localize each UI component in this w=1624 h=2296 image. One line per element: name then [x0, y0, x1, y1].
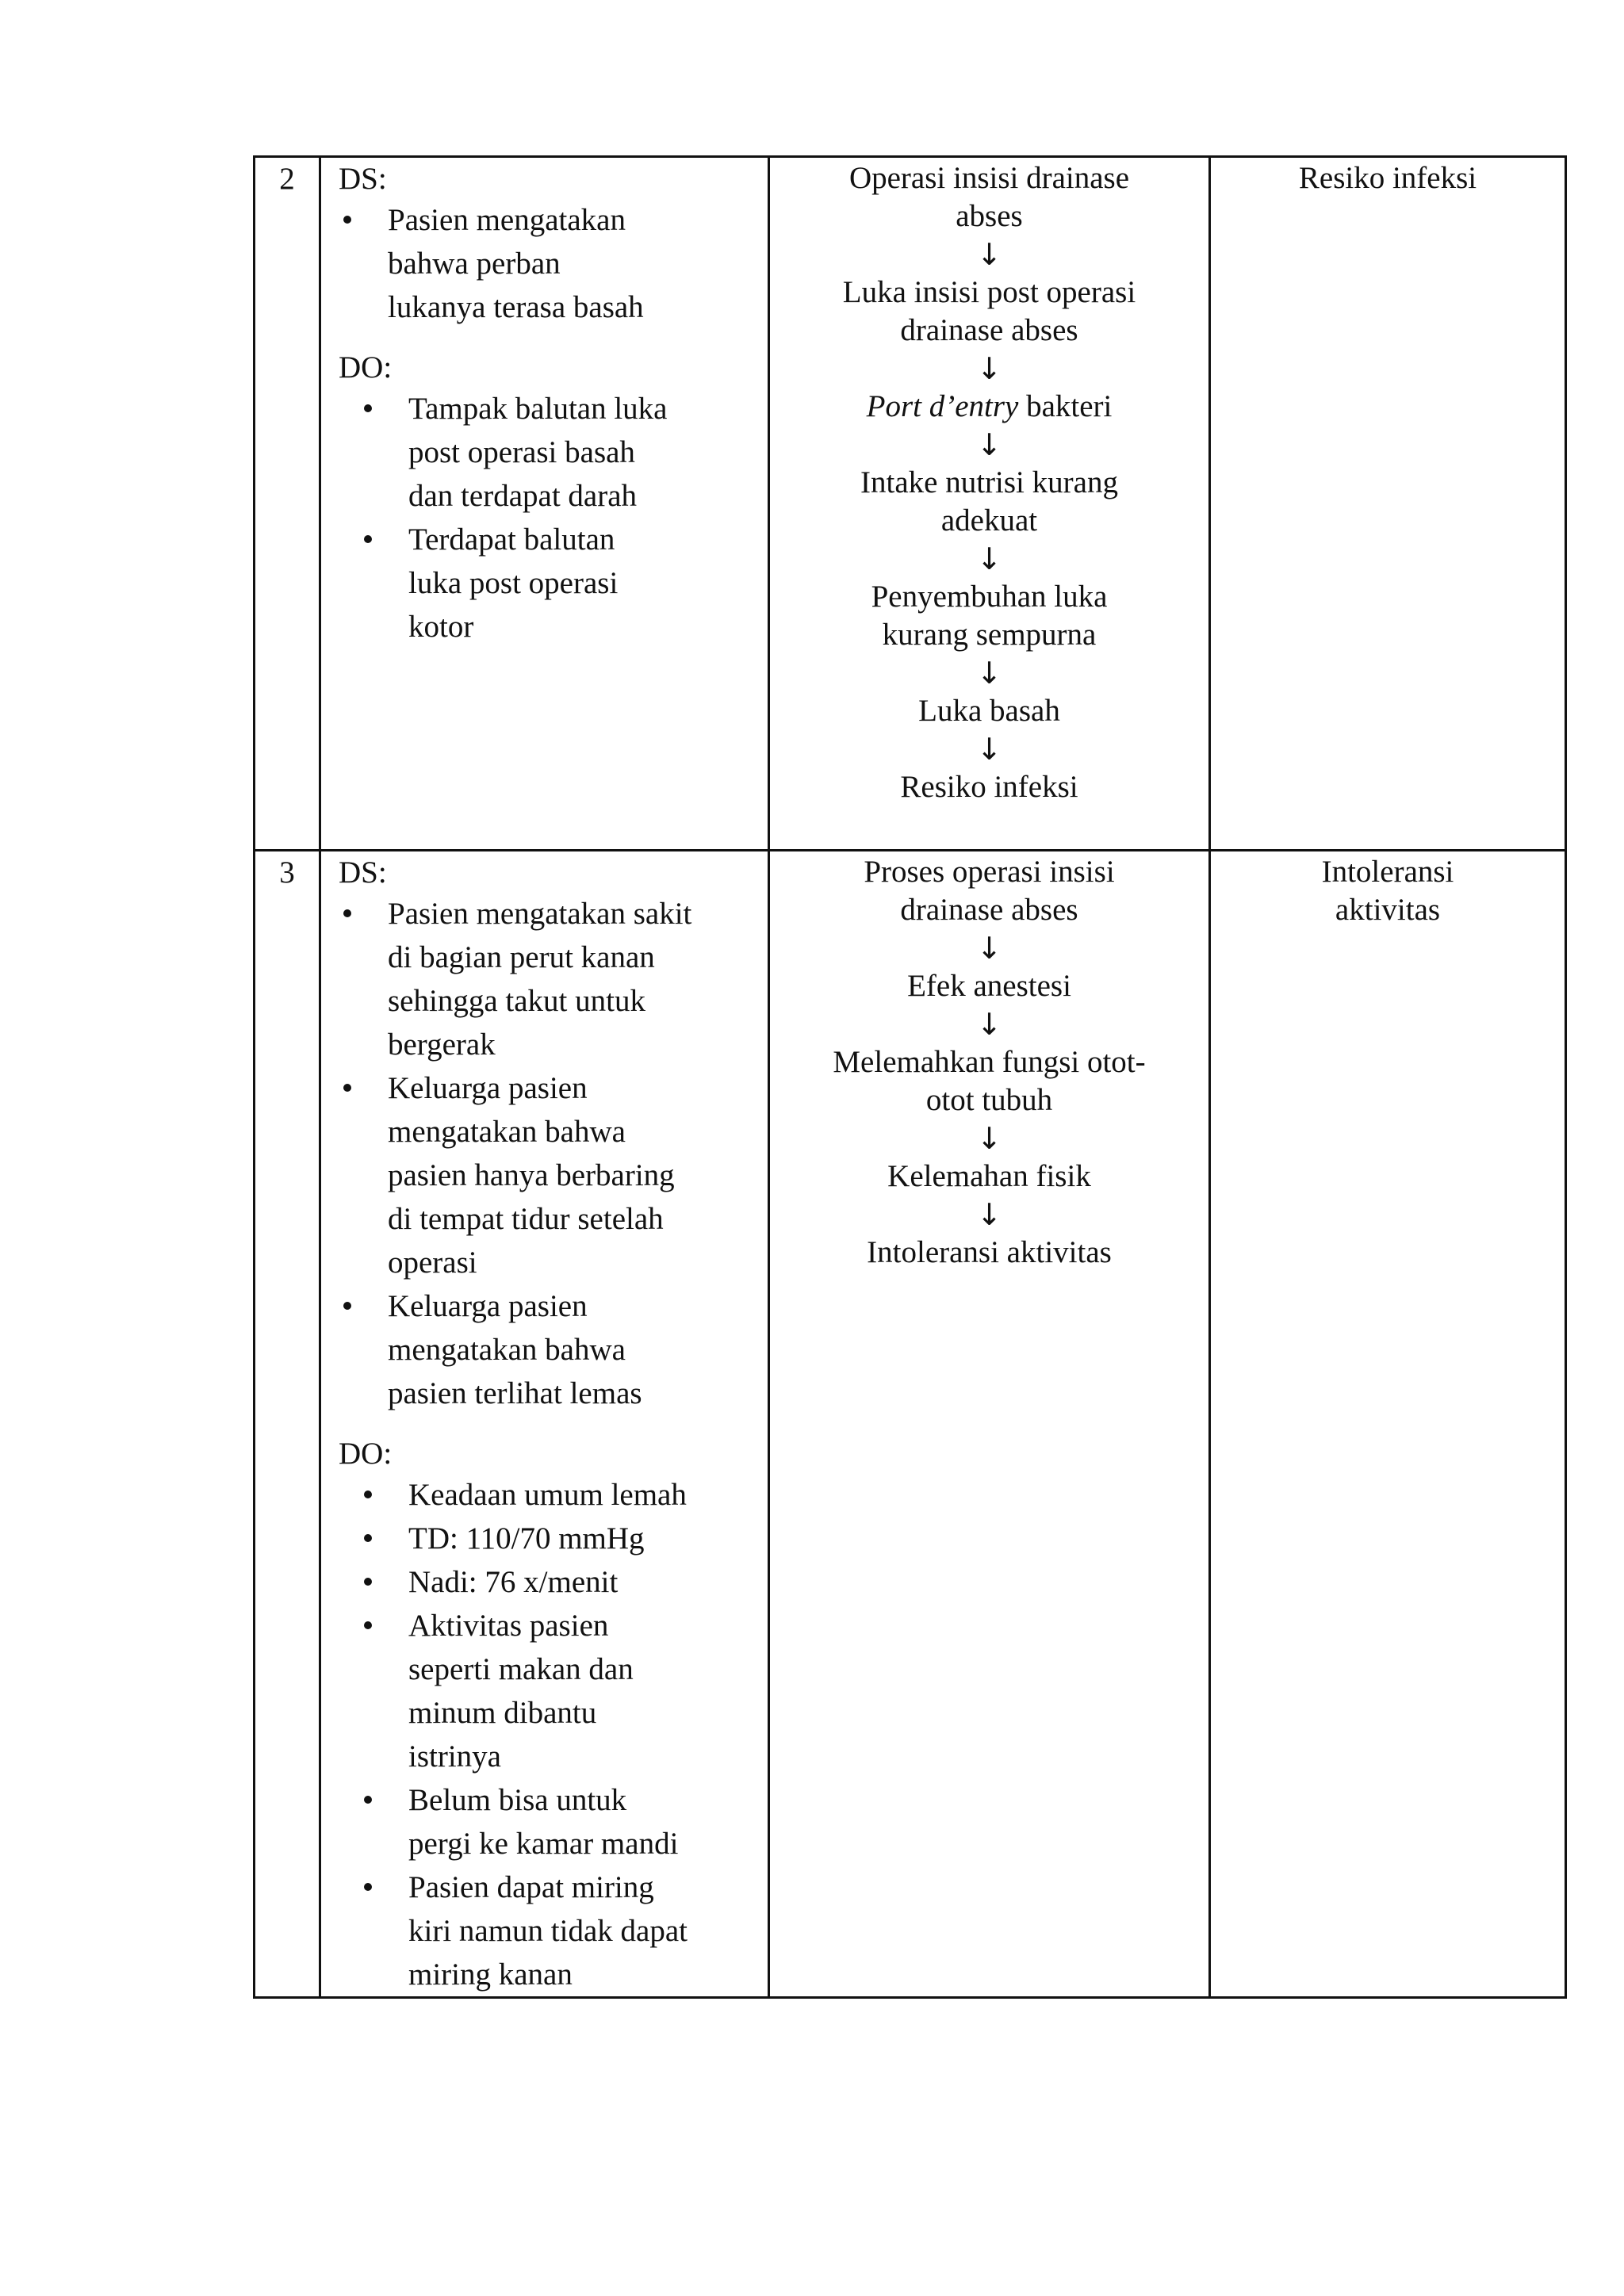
masalah-text-line: Resiko infeksi [1298, 161, 1477, 195]
etiologi-step [789, 692, 1189, 730]
arrow-down-icon: ↓ [976, 1007, 1002, 1042]
item-text-line: bergerak [388, 1027, 496, 1062]
item-text-line: Keluarga pasien [388, 1288, 588, 1323]
item-text-line: lukanya terasa basah [388, 289, 644, 324]
item-text-line: kiri namun tidak dapat [408, 1913, 688, 1948]
item-text-line: Aktivitas pasien [408, 1608, 609, 1643]
item-text-line: minum dibantu [408, 1695, 597, 1730]
bullet-icon [364, 535, 372, 543]
masalah-text-line: Intoleransi [1321, 855, 1454, 889]
bullet-icon [364, 1534, 372, 1542]
row-number: 2 [279, 162, 295, 196]
bullet-icon [364, 1621, 372, 1629]
bullet-icon [343, 216, 351, 224]
etiologi-cell [769, 157, 1210, 851]
ds-label: DS: [339, 162, 387, 196]
item-text-line: bahwa perban [388, 246, 561, 281]
item-text-line: luka post operasi [408, 565, 619, 600]
diagnosis-table [253, 155, 1567, 1999]
step-text-line: kurang sempurna [882, 618, 1097, 652]
etiologi-step [789, 1234, 1189, 1272]
list-item [339, 518, 753, 649]
item-text-line: Pasien mengatakan sakit [388, 896, 692, 931]
arrow-down-icon: ↓ [976, 427, 1002, 462]
bullet-icon [364, 404, 372, 412]
etiologi-step [789, 1158, 1189, 1196]
masalah-cell [1210, 851, 1566, 1998]
step-text-line: Intoleransi aktivitas [867, 1235, 1112, 1269]
step-text-line: Intake nutrisi kurang [860, 465, 1118, 499]
bullet-icon [343, 1302, 351, 1310]
list-item [339, 1284, 753, 1415]
step-text: bakteri [1018, 389, 1113, 423]
etiologi-step [789, 464, 1189, 540]
arrow-down-icon: ↓ [976, 931, 1002, 966]
arrow-down-icon: ↓ [976, 732, 1002, 767]
do-label: DO: [339, 350, 393, 385]
list-item [339, 198, 753, 329]
masalah-cell [1210, 157, 1566, 851]
table-row-3 [255, 851, 1566, 1998]
arrow-down-icon: ↓ [976, 351, 1002, 386]
step-italic-text: Port d’entry [866, 389, 1019, 423]
etiologi-step [789, 159, 1189, 235]
table-row-2 [255, 157, 1566, 851]
step-text-line: drainase abses [900, 313, 1078, 347]
step-text-line: Luka insisi post operasi [842, 275, 1136, 309]
item-text-line: sehingga takut untuk [388, 983, 645, 1018]
etiologi-step [789, 967, 1189, 1005]
etiologi-step [789, 1043, 1189, 1119]
list-item [339, 1778, 753, 1866]
item-text-line: kotor [408, 609, 474, 644]
item-text-line: post operasi basah [408, 434, 635, 469]
item-text-line: di bagian perut kanan [388, 939, 655, 974]
bullet-icon [364, 1796, 372, 1804]
step-text-line: Penyembuhan luka [871, 580, 1108, 614]
list-item [339, 1473, 753, 1517]
item-text-line: Keadaan umum lemah [408, 1477, 687, 1512]
step-text-line: drainase abses [900, 893, 1078, 927]
row-number: 3 [279, 855, 295, 890]
arrow-down-icon: ↓ [976, 237, 1002, 272]
step-text-line: Efek anestesi [907, 969, 1071, 1003]
etiologi-step [789, 578, 1189, 654]
list-item [339, 892, 753, 1066]
arrow-down-icon: ↓ [976, 1121, 1002, 1156]
item-text-line: mengatakan bahwa [388, 1332, 626, 1367]
row-number-cell [255, 157, 320, 851]
step-text-line: adekuat [940, 503, 1038, 538]
arrow-down-icon: ↓ [976, 1197, 1002, 1232]
step-text-line [789, 388, 1189, 426]
item-text-line: pergi ke kamar mandi [408, 1826, 679, 1861]
item-text-line: istrinya [408, 1739, 501, 1774]
list-item [339, 1066, 753, 1284]
list-item [339, 1866, 753, 1996]
step-text-line: Proses operasi insisi [864, 855, 1115, 889]
list-item [339, 1560, 753, 1604]
item-text-line: pasien terlihat lemas [388, 1376, 642, 1410]
etiologi-step [789, 768, 1189, 806]
bullet-icon [343, 1084, 351, 1092]
list-item [339, 387, 753, 518]
item-text-line: di tempat tidur setelah [388, 1201, 664, 1236]
item-text-line: pasien hanya berbaring [388, 1158, 675, 1192]
row-number-cell [255, 851, 320, 1998]
etiologi-step [789, 388, 1189, 426]
item-text-line: Pasien mengatakan [388, 202, 626, 237]
step-text-line: abses [956, 199, 1023, 233]
bullet-list [339, 1473, 753, 1996]
data-cell [320, 851, 769, 1998]
item-text-line: Belum bisa untuk [408, 1782, 627, 1817]
item-text-line: Nadi: 76 x/menit [408, 1564, 619, 1599]
list-item [339, 1517, 753, 1560]
bullet-list [339, 387, 753, 649]
item-text-line: Tampak balutan luka [408, 391, 668, 426]
step-text-line: Operasi insisi drainase [848, 161, 1130, 195]
etiologi-step [789, 274, 1189, 350]
do-label: DO: [339, 1436, 393, 1471]
etiologi-cell [769, 851, 1210, 1998]
bullet-list [339, 892, 753, 1415]
step-text-line: otot tubuh [925, 1083, 1053, 1117]
ds-label: DS: [339, 855, 387, 890]
arrow-down-icon: ↓ [976, 541, 1002, 576]
bullet-list [339, 198, 753, 329]
step-text-line: Resiko infeksi [900, 770, 1078, 804]
masalah-text-line: aktivitas [1335, 893, 1441, 927]
item-text-line: seperti makan dan [408, 1651, 634, 1686]
bullet-icon [343, 909, 351, 917]
arrow-down-icon: ↓ [976, 656, 1002, 691]
item-text-line: Keluarga pasien [388, 1070, 588, 1105]
bullet-icon [364, 1490, 372, 1498]
item-text-line: dan terdapat darah [408, 478, 638, 513]
list-item [339, 1604, 753, 1778]
item-text-line: TD: 110/70 mmHg [408, 1521, 645, 1556]
data-cell [320, 157, 769, 851]
bullet-icon [364, 1578, 372, 1586]
etiologi-step [789, 853, 1189, 929]
step-text-line: Kelemahan fisik [887, 1159, 1091, 1193]
bullet-icon [364, 1883, 372, 1891]
item-text-line: operasi [388, 1245, 477, 1280]
item-text-line: mengatakan bahwa [388, 1114, 626, 1149]
step-text-line: Luka basah [918, 694, 1060, 728]
item-text-line: miring kanan [408, 1957, 573, 1992]
step-text-line: Melemahkan fungsi otot- [833, 1045, 1146, 1079]
item-text-line: Pasien dapat miring [408, 1869, 654, 1904]
item-text-line: Terdapat balutan [408, 522, 615, 557]
